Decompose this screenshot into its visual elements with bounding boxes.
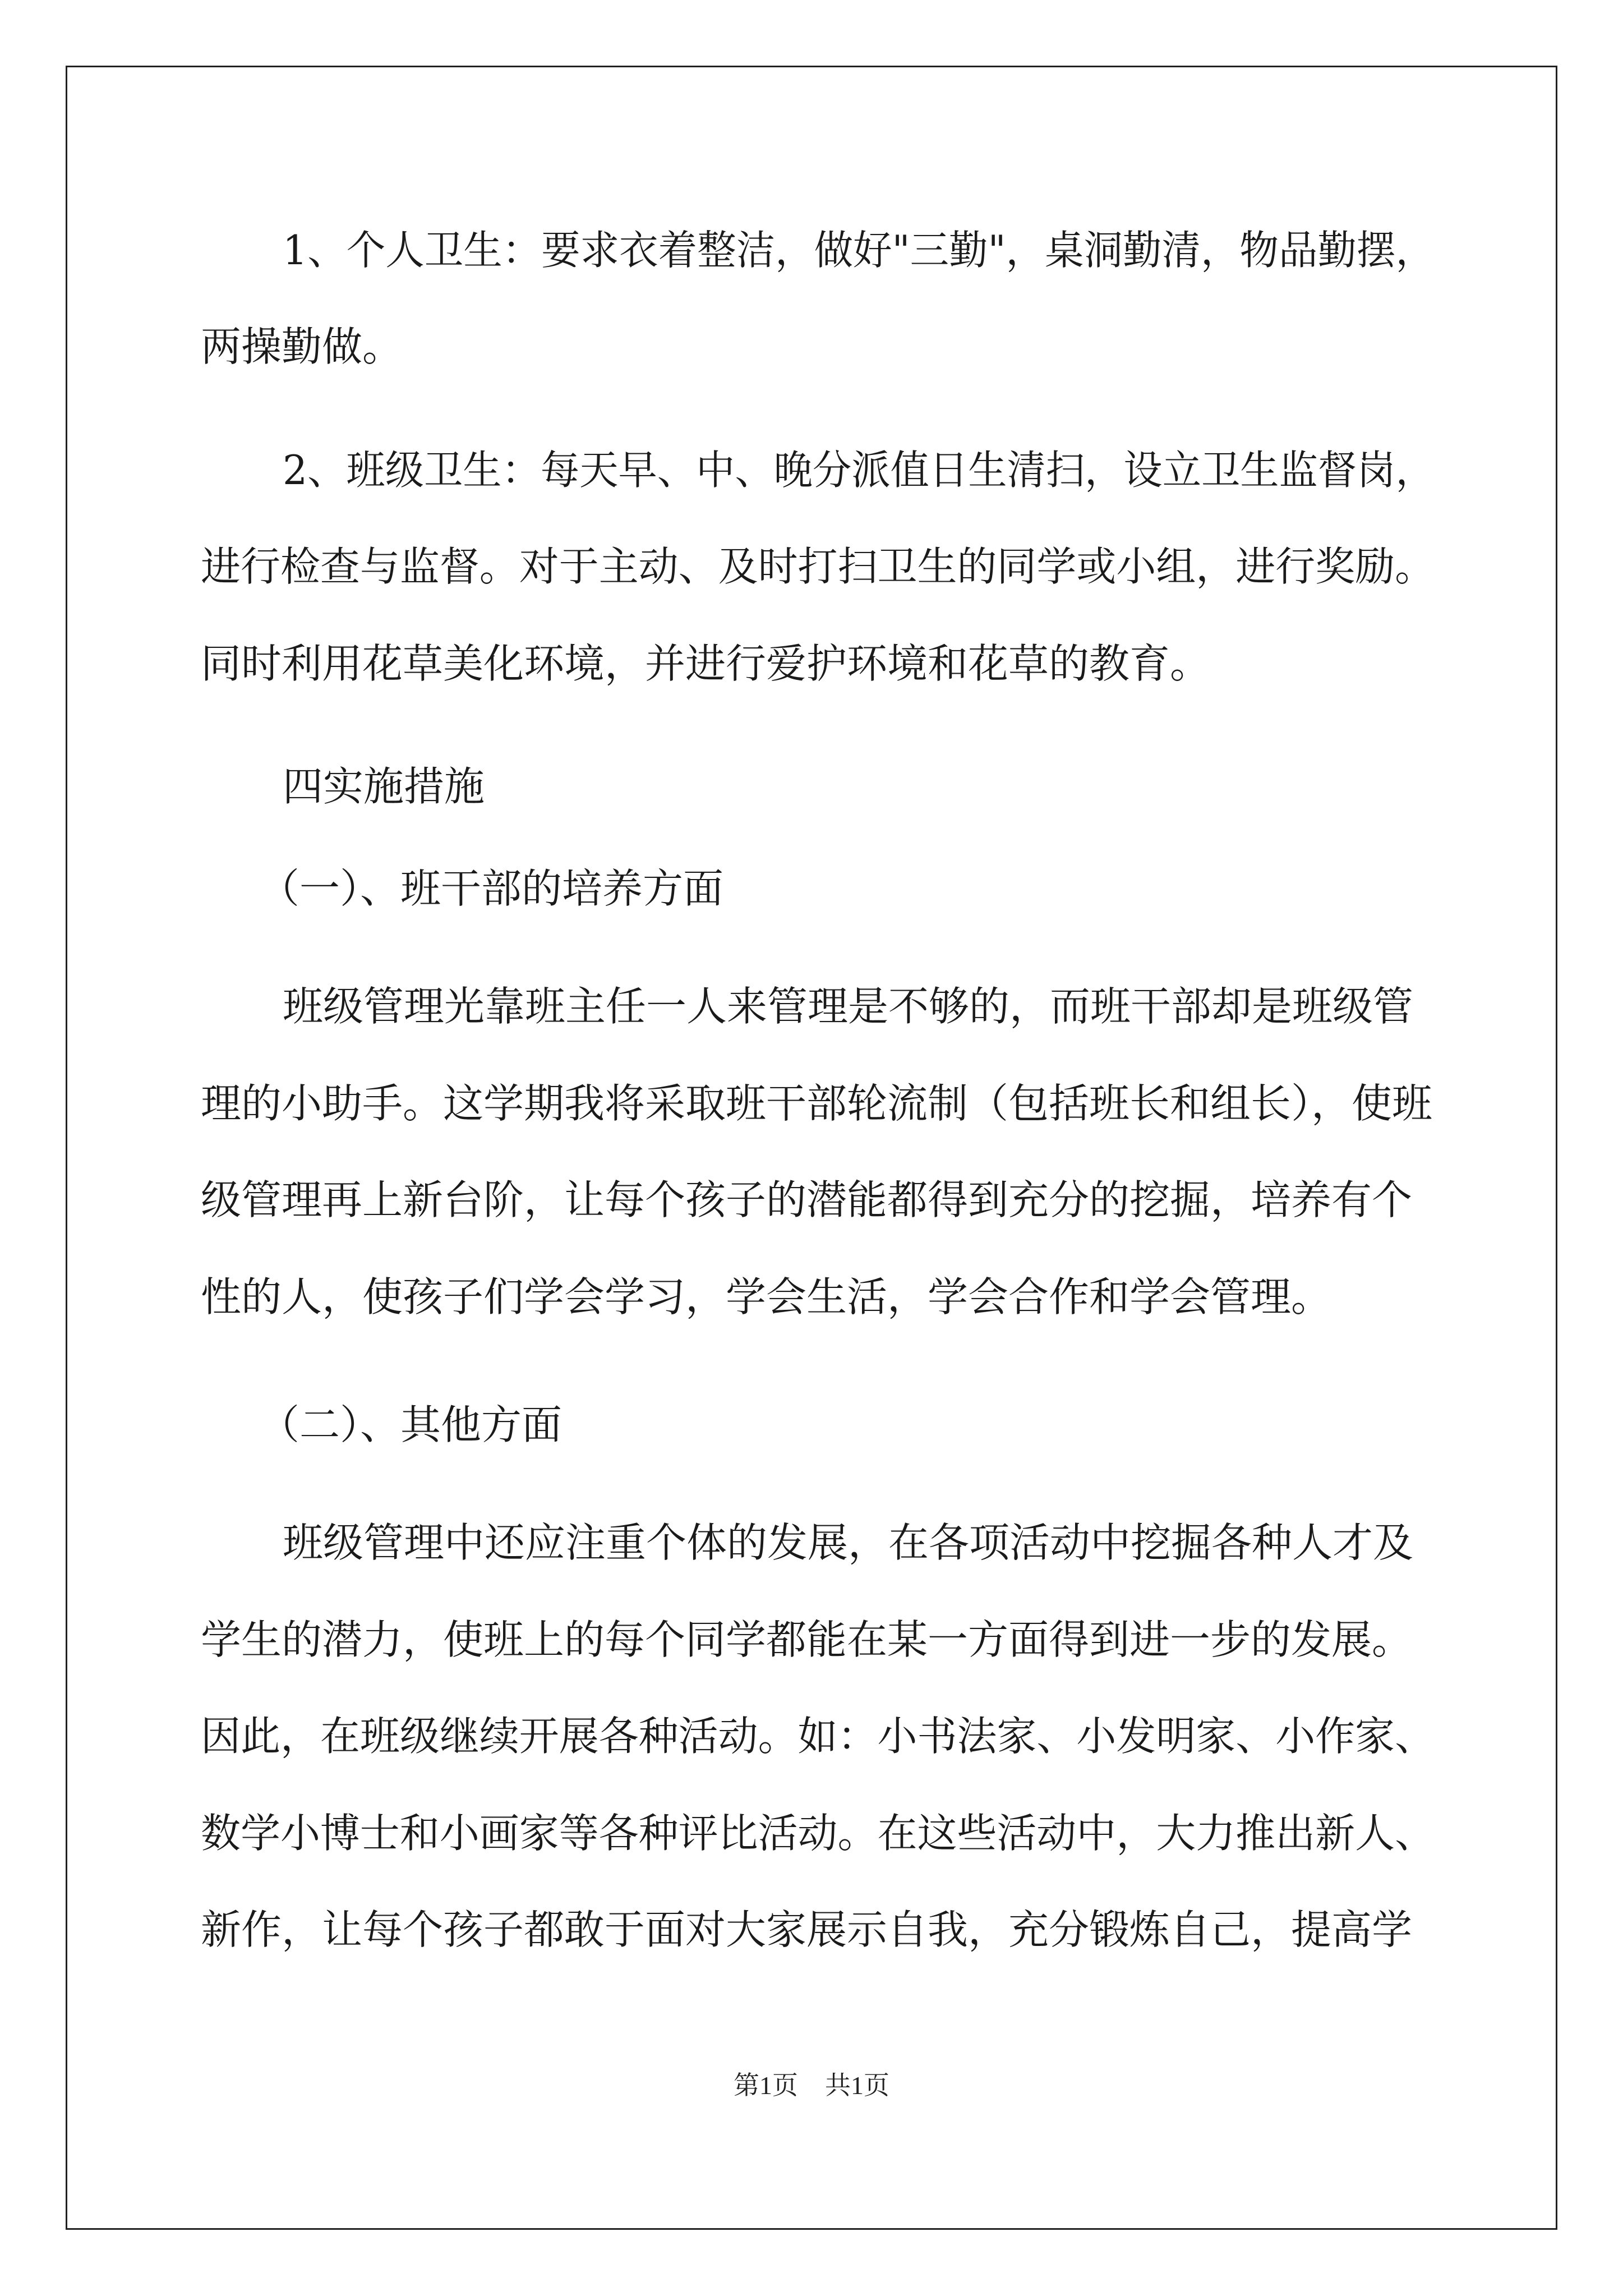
paragraph-line: 同时利用花草美化环境，并进行爱护环境和花草的教育。 — [201, 640, 1211, 687]
paragraph-line: 1、个人卫生：要求衣着整洁，做好"三勤"，桌洞勤清，物品勤摆， — [283, 227, 1435, 274]
paragraph-line: 两操勤做。 — [201, 323, 403, 370]
section-heading: 四实施措施 — [283, 763, 485, 810]
paragraph-line: 班级管理中还应注重个体的发展，在各项活动中挖掘各种人才及 — [283, 1519, 1414, 1566]
paragraph-line: 理的小助手。这学期我将采取班干部轮流制（包括班长和组长），使班 — [201, 1080, 1433, 1127]
paragraph-line: 2、班级卫生：每天早、中、晚分派值日生清扫，设立卫生监督岗， — [283, 447, 1435, 494]
page-total: 共1页 — [825, 2071, 889, 2100]
paragraph-line: 学生的潜力，使班上的每个同学都能在某一方面得到进一步的发展。 — [201, 1616, 1413, 1663]
paragraph-line: 新作，让每个孩子都敢于面对大家展示自我，充分锻炼自己，提高学 — [201, 1906, 1413, 1953]
paragraph-line: 班级管理光靠班主任一人来管理是不够的，而班干部却是班级管 — [283, 983, 1414, 1030]
paragraph-line: 数学小博士和小画家等各种评比活动。在这些活动中，大力推出新人、 — [201, 1810, 1435, 1857]
paragraph-line: 性的人，使孩子们学会学习，学会生活，学会合作和学会管理。 — [201, 1273, 1332, 1320]
paragraph-line: 因此，在班级继续开展各种活动。如：小书法家、小发明家、小作家、 — [201, 1713, 1435, 1760]
page-number: 第1页 — [734, 2071, 798, 2100]
subsection-heading: （二）、其他方面 — [259, 1401, 562, 1448]
paragraph-line: 进行检查与监督。对于主动、及时打扫卫生的同学或小组，进行奖励。 — [201, 543, 1435, 590]
subsection-heading: （一）、班干部的培养方面 — [259, 865, 724, 912]
paragraph-line: 级管理再上新台阶，让每个孩子的潜能都得到充分的挖掘，培养有个 — [201, 1176, 1413, 1223]
page-footer — [0, 2069, 1623, 2102]
